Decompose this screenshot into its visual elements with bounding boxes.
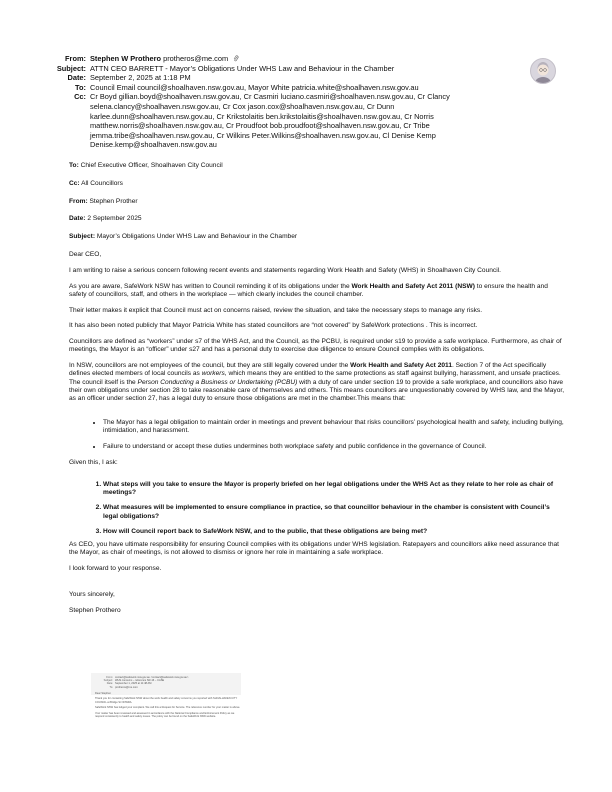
from-row (0, 54, 520, 64)
email-date: September 2, 2025 at 1:18 PM (90, 73, 191, 83)
preview-header: From: contact@safework.nsw.gov.au <contact@safework.nsw.gov.au> Subject: WHS concerns – reference SR-16 – CASE Date: September 1, 2025 at 11:48 AM To: protheros@me.com (103, 676, 189, 689)
cc-row (0, 92, 520, 150)
paragraph: In NSW, councillors are not employees of the council, but they are still legally covered under the Work Health and Safety Act 2011. Section 7 of the Act specifically defines elected members of local councils as workers, which means they are entitled to the same protections as staff against bullying, harassment, and unsafe practices. The council itself is the Person Conducting a Business or Undertaking (PCBU) with a duty of care under section 19 to provide a safe workplace, and councillors also have their own obligations under section 28 to take reasonable care of themselves and others. This means councillors are unquestionably covered by WHS law, and the Mayor, as an officer under section 27, has a legal duty to ensure those obligations are met in the chamber.This means that: (69, 362, 565, 402)
letter-to: To: Chief Executive Officer, Shoalhaven City Council (69, 162, 223, 169)
letter-cc: Cc: All Councillors (69, 179, 123, 187)
date-label: Date: (67, 73, 86, 83)
sender-email[interactable]: protheros@me.com (163, 54, 229, 63)
cc-line: karlee.dunn@shoalhaven.nsw.gov.au, Cr Krikstolaitis ben.krikstolaitis@shoalhaven.nsw.gov.au, Cr Norris (90, 111, 434, 121)
email-header (0, 54, 520, 150)
paragraph: I look forward to your response. (69, 565, 162, 573)
subject-label: Subject: (56, 63, 86, 73)
preview-body: Dear Stephen Thank you for contacting SafeWork NSW about the work health and safety concerns you reported with SHOALHAVEN CITY COUNCIL at Bridge St NOWRA. SafeWork NSW has lodged your complaint. We call this a Request for Service. The reference number for your matter is above. Your matter has been reviewed and assessed in accordance with the National Compliance and Enforcement Policy as we respond consistently to health and safety issues. The policy can be found on the SafeWork NSW website. (95, 691, 241, 718)
letter-body (69, 162, 565, 623)
letter-from: From: Stephen Prother (69, 197, 138, 205)
sender-avatar[interactable] (530, 58, 556, 84)
paragraph: As you are aware, SafeWork NSW has written to Council reminding it of its obligations under the Work Health and Safety Act 2011 (NSW) to ensure the health and safety of councillors, staff, and others in the workplace — which clearly includes the council chamber. (69, 282, 548, 298)
signoff: Yours sincerely, (69, 591, 115, 599)
bullet-list (69, 419, 565, 451)
list-item: • The Mayor has a legal obligation to maintain order in meetings and prevent behaviour that risks councillors’ psychological health and safety, including bullying, intimidation, and harassment. (103, 419, 565, 435)
cc-line: Denise.kemp@shoalhaven.nsw.gov.au (90, 140, 217, 150)
email-subject: ATTN CEO BARRETT - Mayor’s Obligations Under WHS Law and Behaviour in the Chamber (90, 63, 395, 73)
paragraph: As CEO, you have ultimate responsibility for ensuring Council complies with its obligations under WHS legislation. Ratepayers and councillors alike need assurance that the Mayor, as chair of meetings, is not allowed to dismiss or ignore her role in maintaining a safe workplace. (69, 541, 560, 557)
cc-line: matthew.norris@shoalhaven.nsw.gov.au, Cr Proudfoot bob.proudfoot@shoalhaven.nsw.gov.au, Cr Tribe (90, 121, 430, 131)
cc-line: jemma.tribe@shoalhaven.nsw.gov.au, Cr Wilkins Peter.Wilkins@shoalhaven.nsw.gov.au, Cl Denise Kemp (90, 130, 436, 140)
sender-name: Stephen W Prothero (90, 54, 162, 63)
list-item: 1. What steps will you take to ensure the Mayor is properly briefed on her legal obligations under the WHS Act as they relate to her role as chair of meetings? (103, 481, 565, 497)
paragraph: It has also been noted publicly that Mayor Patricia White has stated councillors are “not covered” by SafeWork protections . This is incorrect. (69, 322, 478, 330)
attachment-preview[interactable] (91, 673, 241, 741)
from-label: From: (65, 54, 86, 63)
email-recipients[interactable]: Council Email council@shoalhaven.nsw.gov.au, Mayor White patricia.white@shoalhaven.nsw.gov.au (90, 82, 419, 92)
avatar-face-icon (531, 59, 555, 83)
paragraph: Their letter makes it explicit that Council must act on concerns raised, review the situation, and take the necessary steps to manage any risks. (69, 306, 483, 314)
cc-line: selena.clancy@shoalhaven.nsw.gov.au, Cr Cox jason.cox@shoalhaven.nsw.gov.au, Cr Dunn (90, 101, 395, 111)
letter-date: Date: 2 September 2025 (69, 215, 142, 223)
paragraph: Councillors are defined as “workers” under s7 of the WHS Act, and the Council, as the PCBU, is required under s19 to provide a safe workplace. Furthermore, as chair of meetings, the Mayor is an “officer” under s27 and has a personal duty to exercise due diligence to ensure Council complies with its obligations. (69, 338, 562, 354)
question-list (69, 481, 565, 536)
signature: Stephen Prothero (69, 607, 121, 615)
to-row (0, 83, 520, 93)
letter-subject: Subject: Mayor’s Obligations Under WHS Law and Behaviour in the Chamber (69, 233, 298, 241)
paragraph: I am writing to raise a serious concern following recent events and statements regarding Work Health and Safety (WHS) in Shoalhaven City Council. (69, 266, 501, 274)
list-item: 3. How will Council report back to SafeWork NSW, and to the public, that these obligations are being met? (103, 528, 565, 536)
list-item: 2. What measures will be implemented to ensure compliance in practice, so that councillor behaviour in the chamber is consistent with Council’s legal obligations? (103, 504, 565, 520)
cc-label: Cc: (74, 92, 86, 102)
to-label: To: (75, 82, 86, 92)
ask-intro: Given this, I ask: (69, 458, 118, 466)
cc-list[interactable] (90, 92, 520, 150)
letter-greeting: Dear CEO, (69, 250, 102, 258)
list-item: • Failure to understand or accept these duties undermines both workplace safety and public confidence in the governance of Council. (103, 443, 565, 451)
date-row (0, 73, 520, 83)
paperclip-icon[interactable] (233, 55, 239, 62)
subject-row (0, 64, 520, 74)
cc-line: Cr Boyd gillian.boyd@shoalhaven.nsw.gov.au, Cr Casmiri luciano.casmiri@shoalhaven.nsw.gov.au, Cr Clancy (90, 92, 450, 102)
